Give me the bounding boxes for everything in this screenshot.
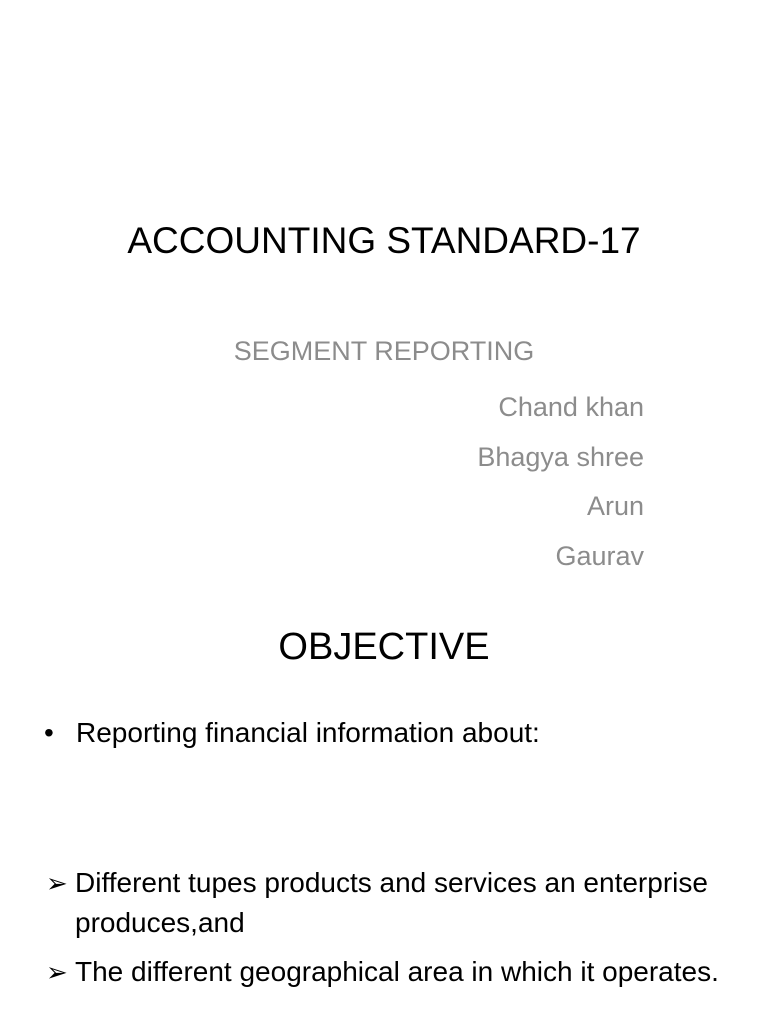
author-name: Chand khan [498,392,644,422]
sub-bullet-text: The different geographical area in which it operates. [75,956,719,987]
bullet-marker: • [44,717,54,748]
slide-subtitle: SEGMENT REPORTING [233,336,535,366]
author-name: Arun [586,491,644,521]
author-list [477,383,644,581]
bullet-item [44,715,540,751]
arrow-bullet-icon: ➢ [46,868,68,898]
sub-bullet-list [46,863,726,1001]
arrow-bullet-icon: ➢ [46,957,68,987]
sub-bullet-item [46,952,726,992]
slide-title: ACCOUNTING STANDARD-17 [127,220,641,261]
author-name: Gaurav [555,540,644,571]
sub-bullet-text: Different tupes products and services an enterprise produces,and [75,867,708,938]
sub-bullet-item [46,863,726,943]
objective-slide [0,600,768,1024]
author-name: Bhagya shree [477,441,644,472]
slide-title: OBJECTIVE [278,626,490,668]
bullet-text: Reporting financial information about: [76,717,540,748]
